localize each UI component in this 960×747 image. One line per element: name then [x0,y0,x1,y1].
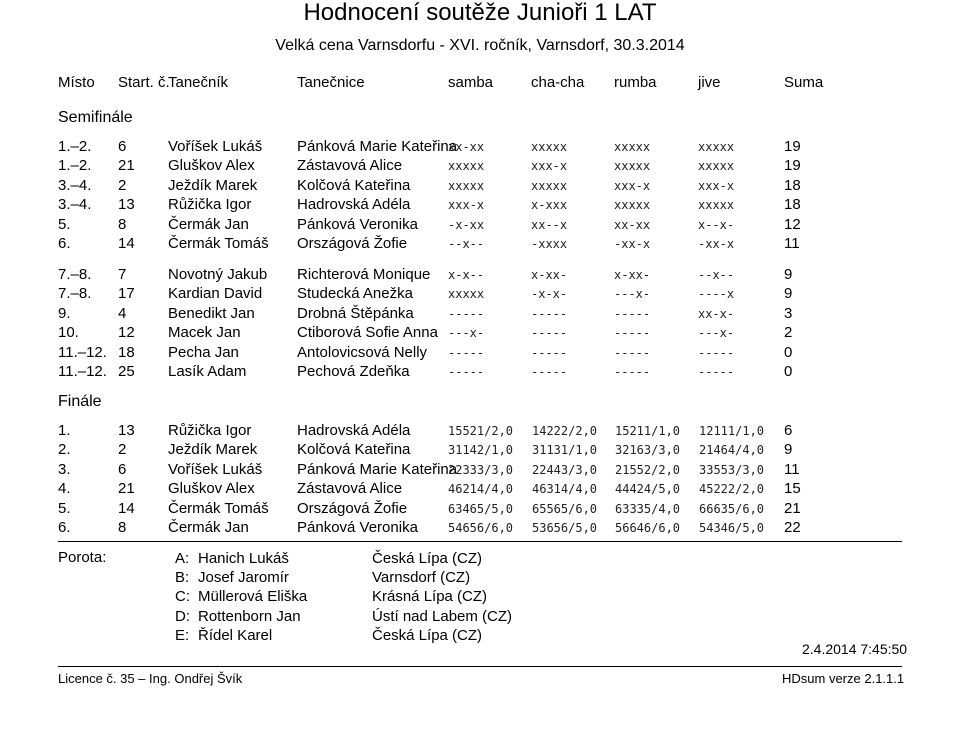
sum-cell: 9 [784,441,793,459]
divider [58,541,902,542]
licence: Licence č. 35 – Ing. Ondřej Švík [58,671,243,686]
dance2-marks-cell: -x-x- [531,287,568,302]
jury-code: C: [175,588,190,606]
jury-code: A: [175,550,190,567]
dance2-marks-cell: x-xxx [531,198,568,213]
table-row [0,156,960,175]
dance4-marks-cell: x--x- [698,217,735,232]
sum-cell: 0 [784,363,793,380]
dance1-marks-cell: xxx-x [448,198,485,213]
dance1-marks-cell: -x-xx [448,217,485,232]
dancer-woman-cell: Pánková Marie Kateřina [297,138,458,155]
page-title: Hodnocení soutěže Junioři 1 LAT [303,0,657,26]
dance4-marks-cell: ----x [698,287,735,302]
dance3-marks-cell: 21552/2,0 [615,462,681,477]
dance2-marks-cell: ----- [531,326,568,341]
sum-cell: 11 [784,460,800,478]
dancer-woman-cell: Országová Žofie [297,235,408,252]
dance2-marks-cell: 53656/5,0 [532,521,598,535]
table-row [0,440,960,459]
software-version: HDsum verze 2.1.1.1 [782,671,905,686]
dancer-man-cell: Ježdík Marek [168,176,258,194]
place-cell: 3. [58,460,71,478]
dance3-marks-cell: 63335/4,0 [615,501,681,516]
table-row [0,479,960,498]
jury-name: Hanich Lukáš [198,550,289,567]
start-number-cell: 13 [118,422,135,439]
dance4-marks-cell: ----- [698,345,735,360]
col-sum: Suma [784,74,824,91]
place-cell: 7.–8. [58,266,92,283]
dance2-marks-cell: ----- [531,306,568,321]
dance1-marks-cell: 31142/1,0 [448,443,514,458]
place-cell: 11.–12. [58,343,107,361]
sum-cell: 19 [784,138,801,155]
dancer-woman-cell: Richterová Monique [297,266,431,283]
dance3-marks-cell: ----- [614,365,651,379]
sum-cell: 0 [784,343,793,361]
start-number-cell: 8 [118,519,127,536]
dancer-man-cell: Růžička Igor [168,422,252,439]
table-row [0,323,960,342]
timestamp: 2.4.2014 7:45:50 [802,641,908,657]
sum-cell: 3 [784,304,793,322]
dance4-marks-cell: xxxxx [698,198,735,213]
table-row [0,362,960,381]
sum-cell: 6 [784,422,793,439]
column-header-row [0,73,960,92]
table-row [0,215,960,234]
place-cell: 6. [58,235,71,252]
sum-cell: 15 [784,480,801,498]
start-number-cell: 4 [118,304,127,322]
dancer-man-cell: Novotný Jakub [168,266,268,283]
dance3-marks-cell: ---x- [614,287,651,302]
dance4-marks-cell: 33553/3,0 [699,462,765,477]
dance4-marks-cell: xxx-x [698,178,735,193]
dance1-marks-cell: 22333/3,0 [448,462,514,477]
dancer-woman-cell: Zástavová Alice [297,480,403,498]
sum-cell: 9 [784,266,793,283]
dance3-marks-cell: xxx-x [614,178,651,193]
dance2-marks-cell: xx--x [531,217,568,232]
dance1-marks-cell: ----- [448,365,485,379]
col-dance2: cha-cha [531,74,585,91]
dance3-marks-cell: xxxxx [614,159,651,174]
dance4-marks-cell: 66635/6,0 [699,501,765,516]
start-number-cell: 6 [118,138,127,155]
dancer-man-cell: Čermák Jan [168,519,249,536]
dancer-woman-cell: Pánková Marie Kateřina [297,460,458,478]
dance1-marks-cell: 15521/2,0 [448,424,514,438]
dance3-marks-cell: ----- [614,326,651,341]
dance1-marks-cell: 46214/4,0 [448,482,514,497]
dance2-marks-cell: x-xx- [531,268,568,282]
col-man: Tanečník [168,74,229,91]
place-cell: 2. [58,441,71,459]
dance2-marks-cell: ----- [531,345,568,360]
place-cell: 4. [58,480,71,498]
start-number-cell: 2 [118,176,127,194]
table-row [0,137,960,156]
place-cell: 10. [58,324,79,342]
place-cell: 11.–12. [58,363,107,380]
dance3-marks-cell: xx-xx [614,217,651,232]
dance2-marks-cell: ----- [531,365,568,379]
jury-city: Varnsdorf (CZ) [372,569,471,587]
dancer-man-cell: Lasík Adam [168,363,247,380]
start-number-cell: 18 [118,343,135,361]
dance3-marks-cell: 32163/3,0 [615,443,681,458]
start-number-cell: 12 [118,324,135,342]
dance1-marks-cell: xxxxx [448,287,485,302]
table-row [0,304,960,323]
dance4-marks-cell: xxxxx [698,140,735,154]
dance3-marks-cell: x-xx- [614,268,651,282]
place-cell: 7.–8. [58,285,92,303]
dance1-marks-cell: xx-xx [448,140,485,154]
footer-divider [58,666,902,667]
start-number-cell: 6 [118,460,127,478]
dance1-marks-cell: ----- [448,306,485,321]
jury-city: Krásná Lípa (CZ) [372,588,488,606]
dance3-marks-cell: xxxxx [614,140,651,154]
sum-cell: 11 [784,235,800,252]
col-woman: Tanečnice [297,74,365,91]
table-row [0,284,960,303]
start-number-cell: 14 [118,499,135,517]
dancer-man-cell: Čermák Tomáš [168,499,269,517]
dance2-marks-cell: 31131/1,0 [532,443,598,458]
dancer-woman-cell: Hadrovská Adéla [297,196,411,214]
dance2-marks-cell: 14222/2,0 [532,424,598,438]
table-row [0,499,960,518]
dance4-marks-cell: 12111/1,0 [699,424,765,438]
semifinal-heading: Semifinále [58,109,133,126]
jury-name: Řídel Karel [198,626,273,644]
dancer-man-cell: Růžička Igor [168,196,252,214]
place-cell: 6. [58,519,71,536]
dancer-man-cell: Čermák Jan [168,215,249,233]
dancer-man-cell: Macek Jan [168,324,241,342]
sum-cell: 12 [784,215,801,233]
place-cell: 3.–4. [58,196,92,214]
col-dance3: rumba [614,74,657,91]
dance2-marks-cell: 22443/3,0 [532,462,598,477]
final-heading: Finále [58,393,102,410]
dance1-marks-cell: ---x- [448,326,485,341]
dance4-marks-cell: ----- [698,365,735,379]
dance4-marks-cell: -xx-x [698,237,735,251]
jury-code: E: [175,626,190,644]
sum-cell: 2 [784,324,793,342]
dance1-marks-cell: 54656/6,0 [448,521,514,535]
dance2-marks-cell: xxx-x [531,159,568,174]
dance3-marks-cell: 56646/6,0 [615,521,681,535]
sum-cell: 22 [784,519,801,536]
dancer-man-cell: Voříšek Lukáš [168,460,263,478]
dance4-marks-cell: xx-x- [698,306,735,321]
dancer-man-cell: Čermák Tomáš [168,235,269,252]
dance3-marks-cell: -xx-x [614,237,651,251]
dancer-man-cell: Pecha Jan [168,343,239,361]
dance4-marks-cell: xxxxx [698,159,735,174]
dance4-marks-cell: --x-- [698,268,735,282]
place-cell: 1. [58,422,71,439]
jury-name: Rottenborn Jan [198,607,301,625]
jury-code: B: [175,569,190,587]
col-dance4: jive [698,74,721,91]
col-start: Start. č. [118,74,170,91]
dancer-woman-cell: Studecká Anežka [297,285,413,303]
table-row [0,234,960,253]
table-row [0,421,960,440]
start-number-cell: 21 [118,157,135,175]
dancer-woman-cell: Kolčová Kateřina [297,176,411,194]
jury-name: Josef Jaromír [198,569,289,587]
place-cell: 5. [58,499,71,517]
dancer-man-cell: Gluškov Alex [168,157,255,175]
sum-cell: 9 [784,285,793,303]
col-place: Místo [58,74,95,91]
dance2-marks-cell: 65565/6,0 [532,501,598,516]
place-cell: 1.–2. [58,157,92,175]
place-cell: 3.–4. [58,176,92,194]
dance4-marks-cell: 54346/5,0 [699,521,765,535]
dance3-marks-cell: ----- [614,306,651,321]
jury-city: Česká Lípa (CZ) [372,626,483,644]
table-row [0,265,960,284]
dancer-woman-cell: Zástavová Alice [297,157,403,175]
dancer-woman-cell: Pánková Veronika [297,519,418,536]
start-number-cell: 14 [118,235,135,252]
dance4-marks-cell: 21464/4,0 [699,443,765,458]
dancer-woman-cell: Országová Žofie [297,499,408,517]
dance1-marks-cell: xxxxx [448,159,485,174]
start-number-cell: 7 [118,266,127,283]
dance1-marks-cell: xxxxx [448,178,485,193]
place-cell: 1.–2. [58,138,92,155]
sum-cell: 19 [784,157,801,175]
dancer-man-cell: Voříšek Lukáš [168,138,263,155]
dancer-woman-cell: Pánková Veronika [297,215,418,233]
dancer-man-cell: Benedikt Jan [168,304,255,322]
dance2-marks-cell: xxxxx [531,140,568,154]
jury-label: Porota: [58,549,107,566]
page-subtitle: Velká cena Varnsdorfu - XVI. ročník, Varnsdorf, 30.3.2014 [275,37,685,54]
dance3-marks-cell: ----- [614,345,651,360]
table-row [0,195,960,214]
dancer-man-cell: Ježdík Marek [168,441,258,459]
place-cell: 9. [58,304,71,322]
dancer-woman-cell: Kolčová Kateřina [297,441,411,459]
dance4-marks-cell: ---x- [698,326,735,341]
table-row [0,518,960,537]
dancer-man-cell: Kardian David [168,285,263,303]
dance2-marks-cell: 46314/4,0 [532,482,598,497]
dancer-woman-cell: Antolovicsová Nelly [297,343,428,361]
dancer-woman-cell: Drobná Štěpánka [297,304,414,322]
start-number-cell: 25 [118,363,135,380]
table-row [0,176,960,195]
dance3-marks-cell: 15211/1,0 [615,424,681,438]
dance4-marks-cell: 45222/2,0 [699,482,765,497]
jury-code: D: [175,607,190,625]
start-number-cell: 2 [118,441,127,459]
dance3-marks-cell: 44424/5,0 [615,482,681,497]
jury-name: Müllerová Eliška [198,588,308,606]
jury-city: Česká Lípa (CZ) [372,550,483,567]
sum-cell: 18 [784,176,801,194]
dance3-marks-cell: xxxxx [614,198,651,213]
start-number-cell: 8 [118,215,127,233]
dancer-man-cell: Gluškov Alex [168,480,255,498]
sum-cell: 18 [784,196,801,214]
dance1-marks-cell: 63465/5,0 [448,501,514,516]
start-number-cell: 13 [118,196,135,214]
dancer-woman-cell: Ctiborová Sofie Anna [297,324,438,342]
start-number-cell: 17 [118,285,135,303]
dance2-marks-cell: -xxxx [531,237,568,251]
place-cell: 5. [58,215,71,233]
dance1-marks-cell: x-x-- [448,268,485,282]
jury-city: Ústí nad Labem (CZ) [372,607,513,625]
dancer-woman-cell: Hadrovská Adéla [297,422,411,439]
start-number-cell: 21 [118,480,135,498]
dance2-marks-cell: xxxxx [531,178,568,193]
table-row [0,343,960,362]
dancer-woman-cell: Pechová Zdeňka [297,363,410,380]
col-dance1: samba [448,74,494,91]
dance1-marks-cell: ----- [448,345,485,360]
sum-cell: 21 [784,499,801,517]
table-row [0,460,960,479]
dance1-marks-cell: --x-- [448,237,485,251]
